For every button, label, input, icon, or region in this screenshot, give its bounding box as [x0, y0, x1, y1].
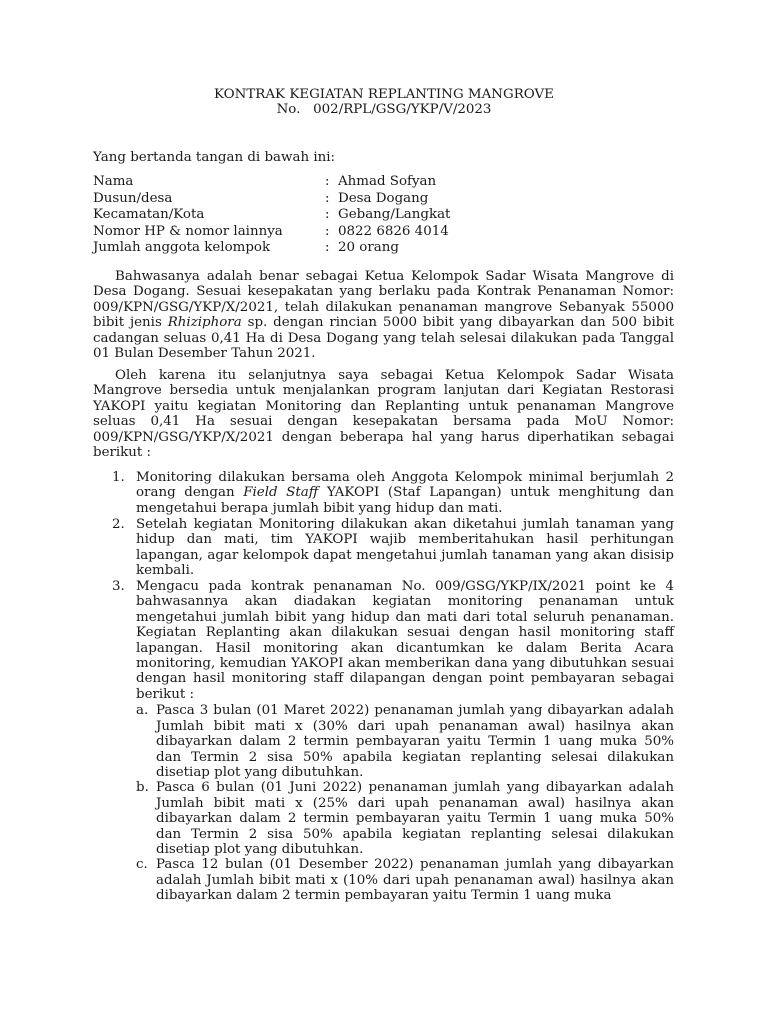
- field-value: Desa Dogang: [338, 190, 429, 206]
- sublist-item: [136, 780, 674, 857]
- list-item: [93, 579, 674, 904]
- list-item-body: [136, 579, 674, 904]
- contract-number: No. 002/RPL/GSG/YKP/V/2023: [276, 102, 492, 118]
- field-row-phone: [93, 224, 450, 241]
- field-colon: :: [325, 207, 330, 222]
- field-value: 0822 6826 4014: [338, 223, 449, 239]
- list-number: 2.: [112, 516, 125, 532]
- field-row-name: [93, 174, 450, 191]
- intro-text: Yang bertanda tangan di bawah ini:: [93, 150, 336, 165]
- list-item: [93, 517, 674, 579]
- sublist-text: Pasca 6 bulan (01 Juni 2022) penanaman jumlah yang dibayarkan adalah Jumlah bibit mati x (25% dari upah penanaman awal) hasilnya akan dibayarkan dalam 2 termin pembayaran yaitu Termin 1 uang muka 50% dan Termin 2 sisa 50% apabila kegiatan replanting selesai dilakukan disetiap plot yang dibutuhkan.: [156, 780, 674, 857]
- paragraph-agreement: Oleh karena itu selanjutnya saya sebagai Ketua Kelompok Sadar Wisata Mangrove bersedia untuk menjalankan program lanjutan dari Kegiatan Restorasi YAKOPI yaitu kegiatan Monitoring dan Replanting untuk penanaman Mangrove seluas 0,41 Ha sesuai dengan kesepakatan bersama pada MoU Nomor: 009/KPN/GSG/YKP/X/2021 dengan beberapa hal yang harus diperhatikan sebagai berikut :: [93, 368, 674, 461]
- document-title: [0, 87, 768, 118]
- field-colon: :: [325, 223, 330, 239]
- list-item-text: Monitoring dilakukan bersama oleh Anggota Kelompok minimal berjumlah 2 orang dengan Field Staff YAKOPI (Staf Lapangan) untuk menghitung dan mengetahui berapa jumlah bibit yang hidup dan mati.: [136, 470, 674, 516]
- sublist-letter: c.: [136, 857, 148, 873]
- title-line-1: KONTRAK KEGIATAN REPLANTING MANGROVE: [214, 87, 554, 102]
- paragraph-statement: Bahwasanya adalah benar sebagai Ketua Kelompok Sadar Wisata Mangrove di Desa Dogang. Sesuai kesepakatan yang berlaku pada Kontrak Penanaman Nomor: 009/KPN/GSG/YKP/X/2021, telah dilakukan penanaman mangrove Sebanyak 55000 bibit jenis Rhiziphora sp. dengan rincian 5000 bibit yang dibayarkan dan 500 bibit cadangan seluas 0,41 Ha di Desa Dogang yang telah selesai dilakukan pada Tanggal 01 Bulan Desember Tahun 2021.: [93, 269, 675, 362]
- field-row-village: [93, 191, 450, 208]
- field-label: Nomor HP & nomor lainnya: [93, 223, 283, 239]
- sublist-text: Pasca 12 bulan (01 Desember 2022) penanaman jumlah yang dibayarkan adalah Jumlah bibit mati x (10% dari upah penanaman awal) hasilnya akan dibayarkan dalam 2 termin pembayaran yaitu Termin 1 uang muka: [156, 857, 674, 904]
- field-value: Ahmad Sofyan: [338, 174, 437, 189]
- field-colon: :: [325, 240, 330, 255]
- identity-fields: [93, 174, 450, 257]
- sublist-item: [136, 703, 674, 780]
- terms-list: [93, 470, 674, 904]
- field-row-district: [93, 207, 450, 224]
- field-colon: :: [325, 174, 330, 189]
- sublist-text: Pasca 3 bulan (01 Maret 2022) penanaman jumlah yang dibayarkan adalah Jumlah bibit mati x (30% dari upah penanaman awal) hasilnya akan dibayarkan dalam 2 termin pembayaran yaitu Termin 1 uang muka 50% dan Termin 2 sisa 50% apabila kegiatan replanting selesai dilakukan disetiap plot yang dibutuhkan.: [156, 703, 674, 780]
- field-value: 20 orang: [338, 240, 399, 255]
- list-number: 1.: [112, 470, 125, 485]
- list-number: 3.: [112, 579, 125, 595]
- field-label: Dusun/desa: [93, 190, 173, 206]
- sublist-letter: b.: [136, 780, 149, 796]
- list-item: [93, 470, 674, 516]
- field-row-members: [93, 240, 450, 257]
- sublist-letter: a.: [136, 703, 149, 719]
- field-colon: :: [325, 190, 330, 206]
- payment-sublist: [136, 703, 674, 903]
- list-item-text: Mengacu pada kontrak penanaman No. 009/GSG/YKP/IX/2021 point ke 4 bahwasannya akan diadakan kegiatan monitoring penanaman untuk mengetahui jumlah bibit yang hidup dan mati dari total seluruh penanaman. Kegiatan Replanting akan dilakukan sesuai dengan hasil monitoring staff lapangan. Hasil monitoring akan dicantumkan ke dalam Berita Acara monitoring, kemudian YAKOPI akan memberikan dana yang dibutuhkan sesuai dengan hasil monitoring staff dilapangan dengan point pembayaran sebagai berikut :: [136, 579, 674, 702]
- sublist-item: [136, 857, 674, 903]
- field-staff-term: Field Staff: [243, 485, 319, 501]
- field-label: Nama: [93, 174, 134, 189]
- field-label: Kecamatan/Kota: [93, 207, 205, 222]
- field-label: Jumlah anggota kelompok: [93, 240, 271, 255]
- species-name: Rhiziphora: [167, 315, 242, 331]
- field-value: Gebang/Langkat: [338, 207, 451, 222]
- list-item-text: Setelah kegiatan Monitoring dilakukan akan diketahui jumlah tanaman yang hidup dan mati, tim YAKOPI wajib memberitahukan hasil perhitungan lapangan, agar kelompok dapat mengetahui jumlah tanaman yang akan disisip kembali.: [136, 516, 674, 579]
